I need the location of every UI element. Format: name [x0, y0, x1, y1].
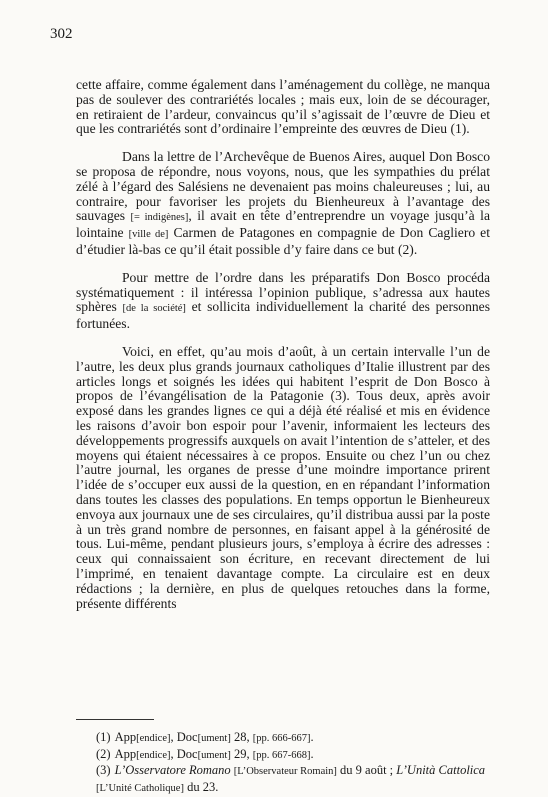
paragraph-2-text-3: Carmen de Patagones en compagnie de Don Cagliero et d’étudier là-bas ce qu’il était possible d’y faire dans ce but (2). — [76, 225, 490, 257]
translator-note: [pp. 667-668] — [252, 749, 311, 761]
footnote-3 — [76, 763, 506, 796]
footnote-text: , Doc — [170, 746, 198, 761]
footnote-text: 28, — [230, 730, 253, 744]
footnote-1 — [76, 730, 506, 747]
footnote-text: 29, — [230, 746, 253, 761]
translator-note: [L’Observateur Romain] — [233, 766, 337, 777]
newspaper-title: L’Unità Cattolica — [396, 763, 486, 777]
translator-note: [ument] — [197, 749, 231, 761]
footnotes — [76, 730, 506, 796]
translator-note: [ument] — [197, 733, 231, 744]
footnote-text: . — [310, 746, 314, 761]
footnote-number: (3) — [96, 763, 111, 777]
paragraph-3-text-1: Pour mettre de l’ordre dans les préparatifs Don Bosco procéda systématiquement : il intéressa l’opinion publique, s’adressa aux hautes sphères — [76, 269, 490, 315]
paragraph-3 — [76, 271, 490, 332]
translator-note: [L’Unité Catholique] — [96, 782, 184, 794]
translator-note: [= indigènes] — [130, 212, 189, 224]
paragraph-2-text-2: , il avait en tête d’entreprendre un voyage jusqu’à la lointaine — [76, 208, 490, 241]
footnote-number: (2) — [96, 746, 111, 761]
translator-note: [ville de] — [128, 229, 169, 241]
footnote-text: . — [310, 730, 314, 744]
footnote-number: (1) — [96, 730, 111, 744]
paragraph-2-text-1: Dans la lettre de l’Archevêque de Buenos Aires, auquel Don Bosco se proposa de répondre, nous voyons, nous, que les sympathies du prélat zélé à l’égard des Salésiens ne devenaient pas moins chaleureuses ; lui, au contraire, pour favoriser les projets du Bienheureux à l’avantage des sauvages — [76, 149, 490, 224]
page-number: 302 — [50, 26, 73, 42]
footnote-2 — [76, 747, 506, 764]
translator-note: [endice] — [136, 749, 171, 761]
translator-note: [endice] — [136, 733, 171, 744]
footnote-text: , Doc — [170, 730, 198, 744]
paragraph-3-text-2: et sollicita individuellement la charité des personnes fortunées. — [76, 299, 490, 332]
footnote-text: du 23. — [183, 779, 219, 794]
paragraph-2 — [76, 150, 490, 258]
body-text — [76, 78, 490, 624]
translator-note: [de la société] — [122, 303, 186, 315]
paragraph-4: Voici, en effet, qu’au mois d’août, à un certain intervalle l’un de l’autre, les deux plus grands journaux catholiques d’Italie illustrent par des articles longs et soignés les idées qui habitent l’esprit de Don Bosco à propos de l’évangélisation de la Patagonie (3). Tous deux, après avoir exposé dans les grandes lignes ce qui a déjà été réalisé et mis en évidence les raisons d’avoir bon espoir pour l’avenir, informaient les lecteurs des développements progressifs auxquels on avait l’intention de s’atteler, et des moyens qui étaient nécessaires à ce propos. Ensuite ou chez l’un ou chez l’autre journal, les organes de presse d’une moindre importance prirent l’idée de s’occuper eux aussi de la question, en en répandant l’information dans toutes les classes des populations. En temps opportun le Bienheureux envoya aux journaux une de ses circulaires, qu’il distribua aussi par la poste à un très grand nombre de personnes, en faisant appel à la générosité de tous. Lui-même, pendant plusieurs jours, s’employa à écrire des adresses : ceux qui connaissaient son écriture, en recevant directement de lui l’imprimé, en tenaient davantage compte. La circulaire est en deux rédactions ; la dernière, en plus de quelques retouches dans la forme, présente différents — [76, 343, 490, 611]
footnote-text: App — [114, 730, 137, 744]
newspaper-title: L’Osservatore Romano — [114, 763, 231, 777]
footnote-text: App — [114, 746, 137, 761]
translator-note: [pp. 666-667] — [252, 733, 311, 744]
footnote-text: du 9 août ; — [336, 763, 397, 777]
footnote-rule — [76, 719, 154, 720]
paragraph-1: cette affaire, comme également dans l’aménagement du collège, ne manqua pas de soulever des contrariétés locales ; mais eux, loin de se décourager, en retiraient de l’ardeur, convaincus qu’il s’agissait de l’œuvre de Dieu et que les contrariétés sont d’ordinaire l’empreinte des œuvres de Dieu (1). — [76, 77, 490, 137]
